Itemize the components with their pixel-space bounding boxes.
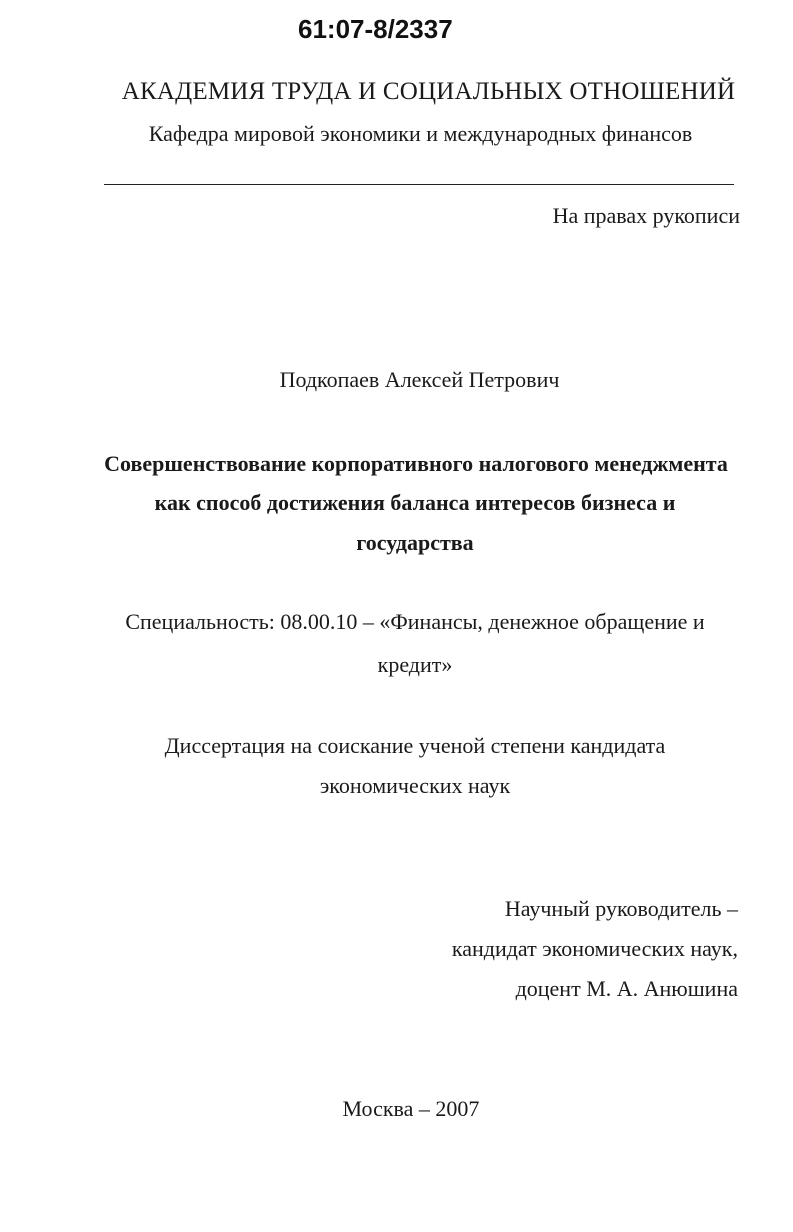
dissertation-title-line-3: государства	[356, 530, 474, 555]
specialty-line-1: Специальность: 08.00.10 – «Финансы, денежное обращение и	[125, 609, 705, 634]
supervisor-line-2: кандидат экономических наук,	[451, 936, 738, 961]
author-name: Подкопаев Алексей Петрович	[279, 367, 560, 392]
academy-name: АКАДЕМИЯ ТРУДА И СОЦИАЛЬНЫХ ОТНОШЕНИЙ	[121, 78, 736, 105]
city-year: Москва – 2007	[342, 1096, 480, 1121]
degree-line-1: Диссертация на соискание ученой степени кандидата	[164, 733, 666, 758]
header-divider	[104, 184, 734, 185]
supervisor-line-1: Научный руководитель –	[504, 896, 738, 921]
dissertation-title-line-2: как способ достижения баланса интересов бизнеса и	[154, 490, 676, 515]
manuscript-rights-note: На правах рукописи	[552, 203, 740, 228]
dissertation-title-line-1: Совершенствование корпоративного налогового менеджмента	[104, 451, 728, 476]
department-name: Кафедра мировой экономики и международных финансов	[148, 121, 693, 146]
degree-line-2: экономических наук	[319, 773, 511, 798]
supervisor-line-3: доцент М. А. Анюшина	[515, 976, 738, 1001]
specialty-line-2: кредит»	[377, 652, 453, 677]
archive-stamp-number: 61:07-8/2337	[298, 14, 453, 44]
